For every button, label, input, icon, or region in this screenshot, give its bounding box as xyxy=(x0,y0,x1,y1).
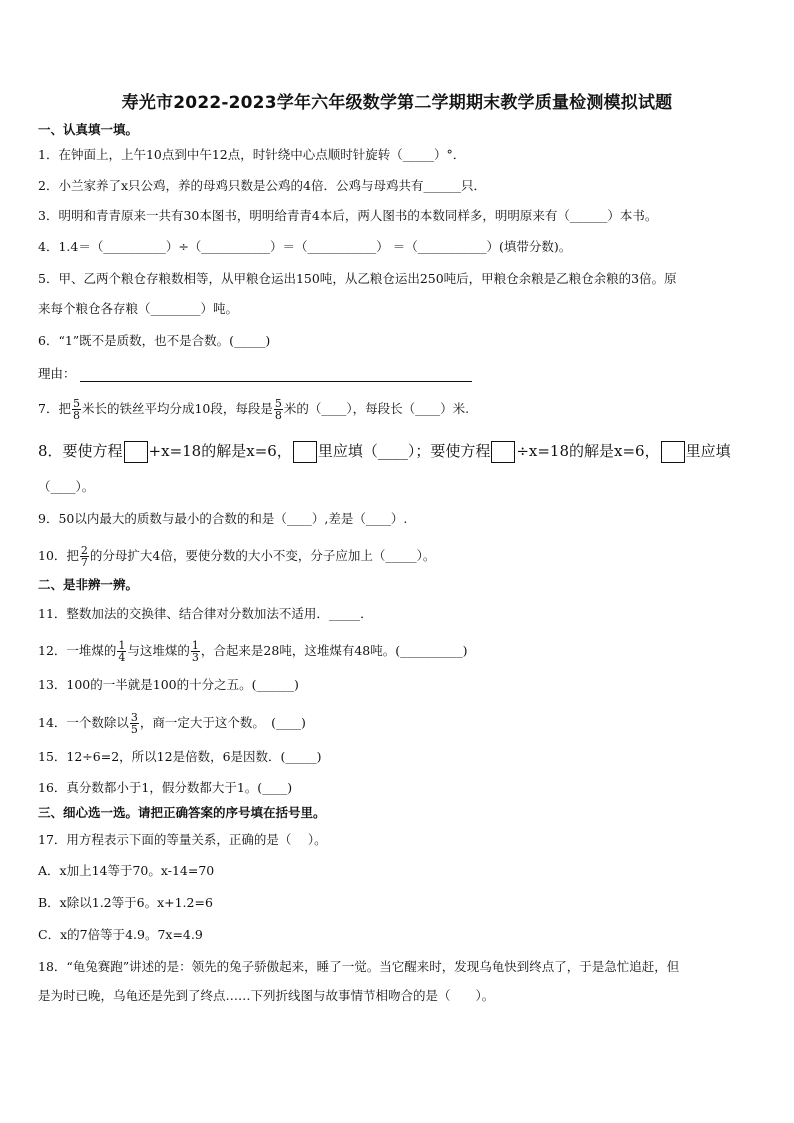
q8-text-c: 里应填（____）；要使方程 xyxy=(317,442,491,460)
page-title: 寿光市2022-2023学年六年级数学第二学期期末教学质量检测模拟试题 xyxy=(121,93,673,113)
answer-rule xyxy=(80,369,472,382)
blank-box xyxy=(293,441,317,463)
q7-text-b: 米长的铁丝平均分成10段，每段是 xyxy=(81,401,273,416)
question-8 xyxy=(38,441,731,463)
question-5-line-1: 5．甲、乙两个粮仓存粮数相等，从甲粮仓运出150吨，从乙粮仓运出250吨后，甲粮仓余粮是乙粮仓余粮的3倍。原 xyxy=(38,271,677,286)
blank-box xyxy=(661,441,685,463)
question-17: 17．用方程表示下面的等量关系，正确的是（ ）。 xyxy=(38,832,327,847)
question-12 xyxy=(38,640,468,663)
fraction-5-8: $\frac{5}{8}$ xyxy=(72,397,80,422)
fraction-1-3: $\frac{1}{3}$ xyxy=(191,639,199,664)
section-heading-1: 一、认真填一填。 xyxy=(38,122,139,137)
question-7 xyxy=(38,398,469,421)
q8-text-d: ÷x=18的解是x=6， xyxy=(516,442,660,460)
section-heading-3: 三、细心选一选。请把正确答案的序号填在括号里。 xyxy=(38,805,326,820)
q7-text-c: 米的（____），每段长（____）米. xyxy=(283,401,470,416)
q12-text-c: ，合起来是28吨，这堆煤有48吨。(__________) xyxy=(200,643,468,658)
q8-text-e: 里应填 xyxy=(685,442,731,460)
question-5-line-2: 来每个粮仓各存粮（________）吨。 xyxy=(38,301,239,316)
option-c: C．x的7倍等于4.9。7x=4.9 xyxy=(38,927,203,942)
question-6-reason xyxy=(38,366,472,382)
q10-text-b: 的分母扩大4倍，要使分数的大小不变，分子应加上（_____）。 xyxy=(89,548,436,563)
blank-box xyxy=(124,441,148,463)
q14-text-a: 14．一个数除以 xyxy=(38,715,129,730)
fraction-3-5: $\frac{3}{5}$ xyxy=(130,711,138,736)
q7-text-a: 7．把 xyxy=(38,401,71,416)
question-10 xyxy=(38,545,435,568)
question-3: 3．明明和青青原来一共有30本图书，明明给青青4本后，两人图书的本数同样多，明明原来有（______）本书。 xyxy=(38,208,658,223)
question-11: 11．整数加法的交换律、结合律对分数加法不适用．_____． xyxy=(38,606,373,621)
question-6: 6．“1”既不是质数，也不是合数。(_____) xyxy=(38,333,271,348)
fraction-5-8: $\frac{5}{8}$ xyxy=(274,397,282,422)
q12-text-b: 与这堆煤的 xyxy=(127,643,190,658)
question-8-continued: （____）。 xyxy=(38,479,95,494)
question-15: 15．12÷6=2，所以12是倍数，6是因数．(_____) xyxy=(38,749,322,764)
question-14 xyxy=(38,712,306,735)
section-heading-2: 二、是非辨一辨。 xyxy=(38,577,139,592)
question-18-line-1: 18．“龟兔赛跑”讲述的是：领先的兔子骄傲起来，睡了一觉。当它醒来时，发现乌龟快到终点了，于是急忙追赶，但 xyxy=(38,959,680,974)
q8-text-b: +x=18的解是x=6， xyxy=(148,442,292,460)
question-16: 16．真分数都小于1，假分数都大于1。(____) xyxy=(38,780,293,795)
option-a: A．x加上14等于70。x-14=70 xyxy=(38,863,215,878)
option-b: B．x除以1.2等于6。x+1.2=6 xyxy=(38,895,213,910)
reason-label: 理由： xyxy=(38,366,76,381)
q8-text-a: 8．要使方程 xyxy=(38,442,123,460)
question-13: 13．100的一半就是100的十分之五。(______) xyxy=(38,677,299,692)
question-2: 2．小兰家养了x只公鸡，养的母鸡只数是公鸡的4倍．公鸡与母鸡共有______只． xyxy=(38,178,486,193)
question-1: 1．在钟面上，上午10点到中午12点，时针绕中心点顺时针旋转（_____）°． xyxy=(38,147,466,162)
question-4: 4．1.4＝（__________）÷（___________）＝（___________） ＝（___________）(填带分数)。 xyxy=(38,239,572,254)
q14-text-b: ，商一定大于这个数。 (____) xyxy=(139,715,306,730)
fraction-2-7: $\frac{2}{7}$ xyxy=(80,544,88,569)
blank-box xyxy=(491,441,515,463)
fraction-1-4: $\frac{1}{4}$ xyxy=(118,639,126,664)
q12-text-a: 12．一堆煤的 xyxy=(38,643,117,658)
question-18-line-2: 是为时已晚，乌龟还是先到了终点……下列折线图与故事情节相吻合的是（ ）。 xyxy=(38,988,495,1003)
question-9: 9．50以内最大的质数与最小的合数的和是（____）,差是（____）. xyxy=(38,511,408,526)
q10-text-a: 10．把 xyxy=(38,548,79,563)
